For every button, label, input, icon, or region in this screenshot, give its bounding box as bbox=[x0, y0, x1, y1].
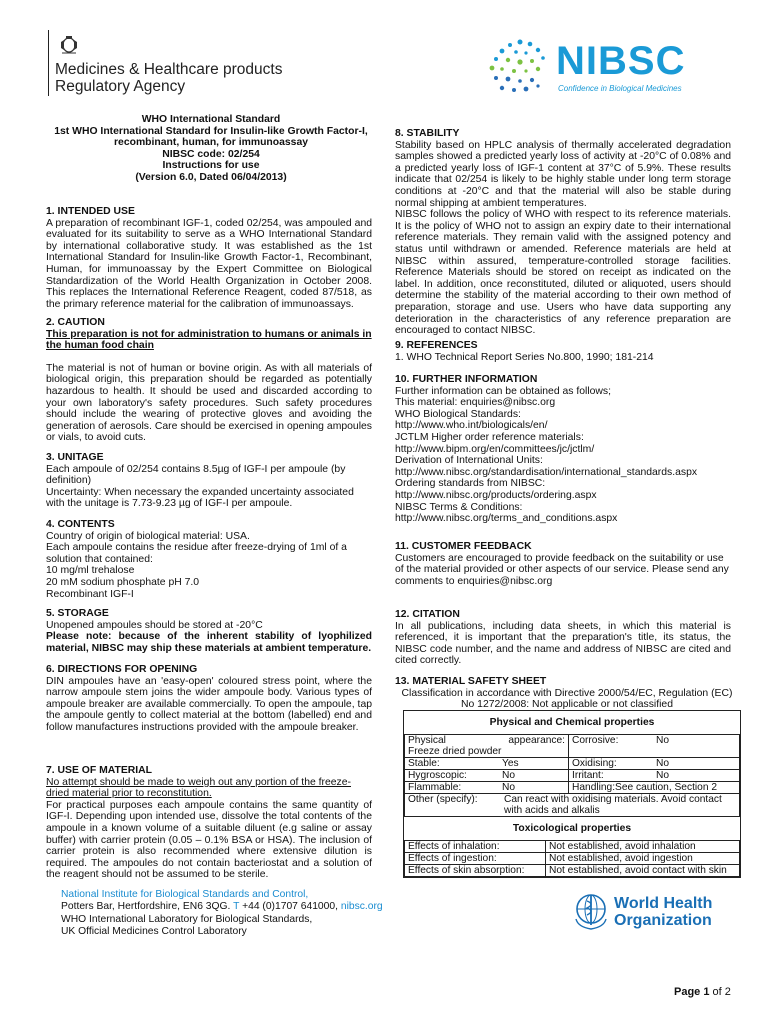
table-cell: Effects of inhalation: bbox=[405, 841, 546, 853]
section-heading: 10. FURTHER INFORMATION bbox=[395, 374, 538, 385]
who-name-line: Organization bbox=[614, 912, 712, 929]
section-stability bbox=[395, 128, 731, 337]
section-text: Each ampoule of 02/254 contains 8.5µg of IGF-I per ampoule (by definition) bbox=[46, 463, 346, 487]
info-link[interactable]: http://www.nibsc.org/products/ordering.aspx bbox=[395, 489, 597, 501]
table-cell: Not established, avoid ingestion bbox=[546, 853, 740, 865]
table-cell bbox=[405, 794, 740, 817]
phone-label: T bbox=[233, 901, 240, 913]
section-heading: 13. MATERIAL SAFETY SHEET bbox=[395, 676, 547, 687]
nibsc-link[interactable]: nibsc.org bbox=[340, 901, 383, 913]
storage-note: Please note: because of the inherent stability of lyophilized material, NIBSC may ship these materials at ambient temperature. bbox=[46, 631, 372, 654]
section-text: Customers are encouraged to provide feedback on the suitability or use of the material provided or other aspects of our service. Please send any comments to enquiries@nibsc.org bbox=[395, 552, 729, 587]
table-row bbox=[405, 782, 740, 794]
contents-line: Recombinant IGF-I bbox=[46, 588, 134, 600]
nibsc-logo-dots-icon bbox=[486, 36, 552, 101]
section-heading: 11. CUSTOMER FEEDBACK bbox=[395, 541, 532, 552]
footer-line bbox=[61, 901, 383, 913]
section-further-information bbox=[395, 374, 731, 525]
title-block bbox=[46, 114, 376, 184]
table-row bbox=[405, 758, 740, 770]
section-storage bbox=[46, 608, 372, 654]
section-text: Stability based on HPLC analysis of thermally accelerated degradation samples showed a predicted yearly loss of activity at -20°C of 0.08% and a predicted yearly loss of IGF-1 content at 37°C of 5.9%. These results indicate that 02/254 is likely to be highly stable under long term storage conditions at -20°C and that the material will also be stable during normal shipping at ambient temperatures. bbox=[395, 139, 731, 209]
page-current: 1 bbox=[703, 986, 710, 998]
use-warning: No attempt should be made to weigh out any portion of the freeze-dried material prior to reconstitution. bbox=[46, 776, 351, 800]
table-cell: Effects of ingestion: bbox=[405, 853, 546, 865]
title-line: WHO International Standard bbox=[141, 114, 281, 125]
table-cell: Effects of skin absorption: bbox=[405, 865, 546, 877]
cell-label: Physical bbox=[408, 735, 446, 746]
cell-value: No bbox=[502, 770, 516, 781]
info-line: JCTLM Higher order reference materials: bbox=[395, 431, 584, 443]
reference-item: 1. WHO Technical Report Series No.800, 1990; 181-214 bbox=[395, 351, 654, 363]
info-link[interactable]: http://www.who.int/biologicals/en/ bbox=[395, 420, 548, 432]
section-customer-feedback bbox=[395, 541, 731, 587]
section-text: For practical purposes each ampoule contains the same quantity of IGF-I. Depending upon intended use, dissolve the total contents of the ampoule in a known volume of a suitable diluent (e.g saline or assay buffer) with carrier protein (0.05 – 0.1% BSA or HSA). The inclusion of carrier protein is also recommended where extensive dilution is required. The ampoules do not contain bacteriostat and a solution of the reagent should not be assumed to be sterile. bbox=[46, 799, 372, 881]
cell-label: Hygroscopic: bbox=[408, 770, 467, 781]
section-heading: 2. CAUTION bbox=[46, 317, 105, 328]
title-line: (Version 6.0, Dated 06/04/2013) bbox=[135, 171, 287, 183]
footer-address-text: Potters Bar, Hertfordshire, EN6 3QG. bbox=[61, 901, 231, 913]
contents-line: 10 mg/ml trehalose bbox=[46, 565, 135, 577]
cell-label: Stable: bbox=[408, 758, 440, 769]
section-heading: 4. CONTENTS bbox=[46, 519, 115, 530]
table-row bbox=[405, 735, 740, 758]
footer-line: National Institute for Biological Standards and Control, bbox=[61, 889, 309, 900]
info-link[interactable]: http://www.nibsc.org/standardisation/international_standards.aspx bbox=[395, 466, 698, 478]
cell-label: Other (specify): bbox=[408, 794, 478, 805]
table-cell bbox=[569, 735, 740, 758]
section-contents bbox=[46, 519, 372, 600]
section-intended-use bbox=[46, 206, 372, 310]
cell-value: No bbox=[656, 758, 670, 769]
cell-value: Yes bbox=[502, 758, 519, 769]
phone-number: +44 (0)1707 641000, bbox=[242, 901, 338, 913]
mhra-name-line2: Regulatory Agency bbox=[55, 78, 186, 95]
who-name-line: World Health bbox=[614, 895, 713, 912]
table-cell bbox=[569, 758, 740, 770]
cell-label: Flammable: bbox=[408, 782, 462, 793]
royal-crest-icon bbox=[58, 34, 80, 59]
section-text: The material is not of human or bovine origin. As with all materials of biological origin, this preparation should be regarded as potentially hazardous to health. It should be used and discarded according to your own laboratory's safety procedures. Such safety procedures should include the wearing of protective gloves and avoiding the generation of aerosols. Care should be exercised in opening ampoules or vials, to avoid cuts. bbox=[46, 362, 372, 444]
nibsc-tagline: Confidence in Biological Medicines bbox=[558, 84, 682, 93]
section-text: NIBSC follows the policy of WHO with respect to its reference materials. It is the policy of WHO not to assign an expiry date to their international reference materials. They remain valid with the assigned potency and status until withdrawn or amended. Reference materials are held at NIBSC within assured, temperature-controlled storage facilities. Reference Materials should be stored on receipt as indicated on the label. In addition, once reconstituted, diluted or aliquoted, users should determine the stability of the material according to their own method of preparation, storage and use. Users who have data supporting any deterioration in the characteristics of any reference preparation are encouraged to contact NIBSC. bbox=[395, 209, 731, 337]
footer-line: UK Official Medicines Control Laboratory bbox=[61, 926, 247, 938]
section-text: Uncertainty: When necessary the expanded uncertainty associated with the unitage is 7.73-9.23 µg of IGF-I per ampoule. bbox=[46, 486, 354, 510]
cell-label: Oxidising: bbox=[572, 758, 617, 769]
title-line: Instructions for use bbox=[162, 160, 260, 172]
info-line: Ordering standards from NIBSC: bbox=[395, 478, 546, 490]
table-cell bbox=[405, 782, 569, 794]
footer-address bbox=[61, 889, 383, 939]
cell-label: appearance: bbox=[508, 735, 565, 746]
table-row bbox=[405, 853, 740, 865]
info-line: This material: enquiries@nibsc.org bbox=[395, 397, 556, 409]
section-material-safety-sheet bbox=[395, 676, 739, 711]
table-cell: Not established, avoid contact with skin bbox=[546, 865, 740, 877]
cell-value: Freeze dried powder bbox=[408, 746, 502, 757]
info-line: NIBSC Terms & Conditions: bbox=[395, 501, 523, 513]
who-emblem-icon bbox=[572, 891, 610, 936]
section-directions-for-opening bbox=[46, 664, 372, 734]
table-row bbox=[405, 865, 740, 877]
contents-line: 20 mM sodium phosphate pH 7.0 bbox=[46, 576, 200, 588]
phys-chem-title: Physical and Chemical properties bbox=[489, 717, 655, 728]
section-text: A preparation of recombinant IGF-1, coded 02/254, was ampouled and evaluated for its suitability to serve as a WHO International Standard by international collaborative study. It was established as the 1st International Standard for Insulin-like Growth Factor-1, Recombinant, Human, for immunoassay by the Expert Committee on Biological Standardization of the World Health Organization in October 2008. This replaces the International Reference Reagent, coded 87/518, as the primary reference material for the calibration of immunoassays. bbox=[46, 217, 372, 310]
section-heading: 8. STABILITY bbox=[395, 128, 460, 139]
table-cell bbox=[405, 758, 569, 770]
section-heading: 1. INTENDED USE bbox=[46, 206, 135, 217]
title-line: NIBSC code: 02/254 bbox=[162, 148, 260, 160]
info-line: WHO Biological Standards: bbox=[395, 408, 521, 420]
section-unitage bbox=[46, 452, 372, 510]
toxicological-title: Toxicological properties bbox=[512, 823, 632, 834]
footer-line: WHO International Laboratory for Biological Standards, bbox=[61, 913, 313, 925]
title-line: recombinant, human, for immunoassay bbox=[114, 137, 308, 149]
section-heading: 5. STORAGE bbox=[46, 608, 109, 619]
info-line: Further information can be obtained as follows; bbox=[395, 385, 612, 397]
page-label: Page bbox=[674, 986, 701, 998]
info-link[interactable]: http://www.bipm.org/en/committees/jc/jctlm/ bbox=[395, 443, 595, 455]
table-cell bbox=[569, 770, 740, 782]
table-cell bbox=[405, 770, 569, 782]
table-cell bbox=[405, 735, 569, 758]
table-row bbox=[405, 770, 740, 782]
classification-line: No 1272/2008: Not applicable or not classified bbox=[461, 699, 673, 711]
table-cell: Handling:See caution, Section 2 bbox=[569, 782, 740, 794]
table-row bbox=[405, 841, 740, 853]
left-column bbox=[46, 114, 376, 184]
info-link[interactable]: http://www.nibsc.org/terms_and_conditions.aspx bbox=[395, 513, 618, 525]
section-heading: 6. DIRECTIONS FOR OPENING bbox=[46, 664, 198, 675]
cell-label: Irritant: bbox=[572, 770, 604, 781]
page-number bbox=[674, 986, 731, 998]
page-total: of 2 bbox=[712, 986, 731, 998]
mhra-name-line1: Medicines & Healthcare products bbox=[55, 61, 283, 78]
section-references bbox=[395, 340, 731, 363]
section-text: Unopened ampoules should be stored at -20°C bbox=[46, 619, 263, 631]
cell-value: No bbox=[656, 770, 670, 781]
who-name bbox=[614, 895, 712, 929]
cell-label: Corrosive: bbox=[572, 735, 619, 746]
contents-line: Country of origin of biological material: USA. bbox=[46, 530, 250, 542]
classification-line: Classification in accordance with Directive 2000/54/EC, Regulation (EC) bbox=[401, 687, 733, 699]
section-citation bbox=[395, 609, 731, 667]
caution-warning: This preparation is not for administration to humans or animals in the human food chain bbox=[46, 328, 372, 352]
contents-line: Each ampoule contains the residue after freeze-drying of 1ml of a solution that contained: bbox=[46, 542, 347, 565]
mhra-divider bbox=[48, 30, 49, 96]
phys-chem-table bbox=[404, 734, 740, 817]
cell-value: Can react with oxidising materials. Avoid contact with acids and alkalis bbox=[504, 794, 722, 816]
section-heading: 9. REFERENCES bbox=[395, 340, 478, 351]
section-text: DIN ampoules have an 'easy-open' coloured stress point, where the narrow ampoule stem joins the wider ampoule body. Various types of ampoule breaker are available commercially. To open the ampoule, tap the ampoule gently to collect material at the bottom (labelled) end and follow manufactures instructions provided with the ampoule breaker. bbox=[46, 675, 372, 733]
section-caution bbox=[46, 317, 372, 444]
table-cell: Not established, avoid inhalation bbox=[546, 841, 740, 853]
cell-value: No bbox=[656, 735, 670, 746]
info-line: Derivation of International Units: bbox=[395, 455, 543, 467]
section-heading: 7. USE OF MATERIAL bbox=[46, 765, 153, 776]
section-text: In all publications, including data sheets, in which this material is referenced, it is important that the preparation's title, its status, the NIBSC code number, and the name and address of NIBSC are cited and cited correctly. bbox=[395, 620, 731, 667]
nibsc-logo-text: NIBSC bbox=[556, 39, 686, 83]
safety-table-frame bbox=[403, 710, 741, 878]
section-use-of-material bbox=[46, 765, 372, 881]
title-line: 1st WHO International Standard for Insulin-like Growth Factor-I, bbox=[54, 125, 368, 137]
cell-value: No bbox=[502, 782, 516, 793]
section-heading: 12. CITATION bbox=[395, 609, 460, 620]
section-heading: 3. UNITAGE bbox=[46, 452, 104, 463]
table-row bbox=[405, 794, 740, 817]
toxicological-table bbox=[404, 840, 740, 877]
